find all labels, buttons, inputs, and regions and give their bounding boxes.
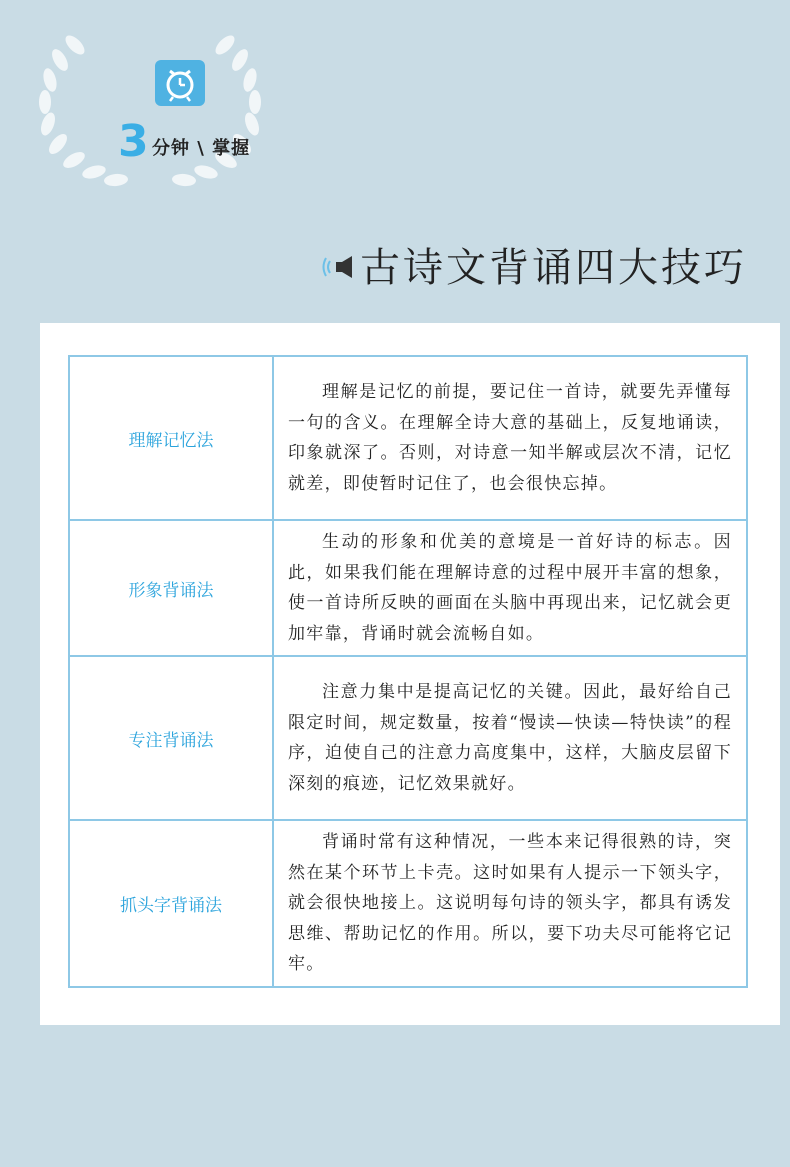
badge-label: 分钟 \ 掌握 bbox=[152, 138, 251, 159]
laurel-wreath-icon bbox=[30, 20, 270, 200]
page-header bbox=[322, 238, 762, 298]
method-description: 注意力集中是提高记忆的关键。因此，最好给自己限定时间，规定数量，按着“慢读—快读—特快读”的程序，迫使自己的注意力高度集中，这样，大脑皮层留下深刻的痕迹，记忆效果就好。 bbox=[273, 656, 747, 820]
method-name: 形象背诵法 bbox=[69, 520, 273, 656]
method-description: 生动的形象和优美的意境是一首好诗的标志。因此，如果我们能在理解诗意的过程中展开丰富的想象，使一首诗所反映的画面在头脑中再现出来，记忆就会更加牢靠，背诵时就会流畅自如。 bbox=[273, 520, 747, 656]
method-name: 专注背诵法 bbox=[69, 656, 273, 820]
page-title: 古诗文背诵四大技巧 bbox=[360, 245, 747, 291]
time-badge bbox=[30, 20, 270, 200]
table-row bbox=[69, 356, 747, 520]
table-row bbox=[69, 520, 747, 656]
method-name: 理解记忆法 bbox=[69, 356, 273, 520]
method-name: 抓头字背诵法 bbox=[69, 820, 273, 987]
alarm-clock-icon bbox=[155, 60, 205, 106]
tips-table bbox=[68, 355, 748, 988]
badge-number: 3 bbox=[118, 116, 149, 167]
method-description: 理解是记忆的前提，要记住一首诗，就要先弄懂每一句的含义。在理解全诗大意的基础上，反复地诵读，印象就深了。否则，对诗意一知半解或层次不清，记忆就差，即使暂时记住了，也会很快忘掉。 bbox=[273, 356, 747, 520]
content-panel bbox=[40, 323, 780, 1025]
speaker-icon bbox=[322, 252, 356, 282]
table-row bbox=[69, 820, 747, 987]
table-row bbox=[69, 656, 747, 820]
method-description: 背诵时常有这种情况，一些本来记得很熟的诗，突然在某个环节上卡壳。这时如果有人提示一下领头字，就会很快地接上。这说明每句诗的领头字，都具有诱发思维、帮助记忆的作用。所以，要下功夫尽可能将它记牢。 bbox=[273, 820, 747, 987]
